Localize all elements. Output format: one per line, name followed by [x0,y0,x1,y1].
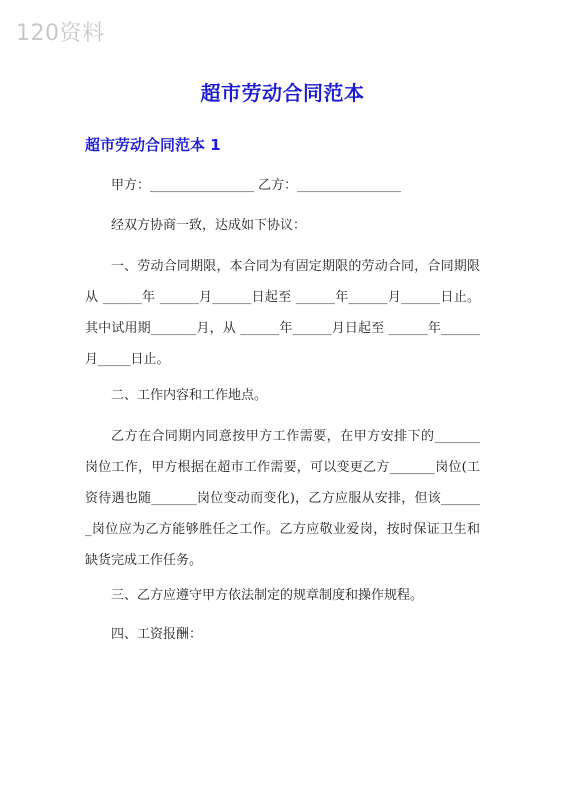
clause-3: 三、乙方应遵守甲方依法制定的规章制度和操作规程。 [111,588,424,603]
clause-4-heading: 四、工资报酬： [111,627,203,642]
watermark: 120资料 [16,21,105,46]
parties-line: 甲方：________________ 乙方：________________ [111,178,402,193]
clause-1-term: 一、劳动合同期限，本合同为有固定期限的劳动合同，合同期限从 ______年 ______月______日起至 ______年______月______日止。其中试用期_______月，从 ______年______月日起至 ______年______月_____日止。 [85,259,480,367]
clause-2-body: 乙方在合同期内同意按甲方工作需要，在甲方安排下的_______岗位工作，甲方根据在超市工作需要，可以变更乙方_______岗位(工资待遇也随_______岗位变动而变化)，乙方应服从安排，但该_______岗位应为乙方能够胜任之工作。乙方应敬业爱岗，按时保证卫生和缺货完成工作任务。 [85,429,480,568]
agreement-line: 经双方协商一致，达成如下协议： [111,218,307,233]
section-title: 超市劳动合同范本 1 [85,136,221,154]
clause-2-heading: 二、工作内容和工作地点。 [111,388,268,403]
document-title: 超市劳动合同范本 [200,81,365,105]
